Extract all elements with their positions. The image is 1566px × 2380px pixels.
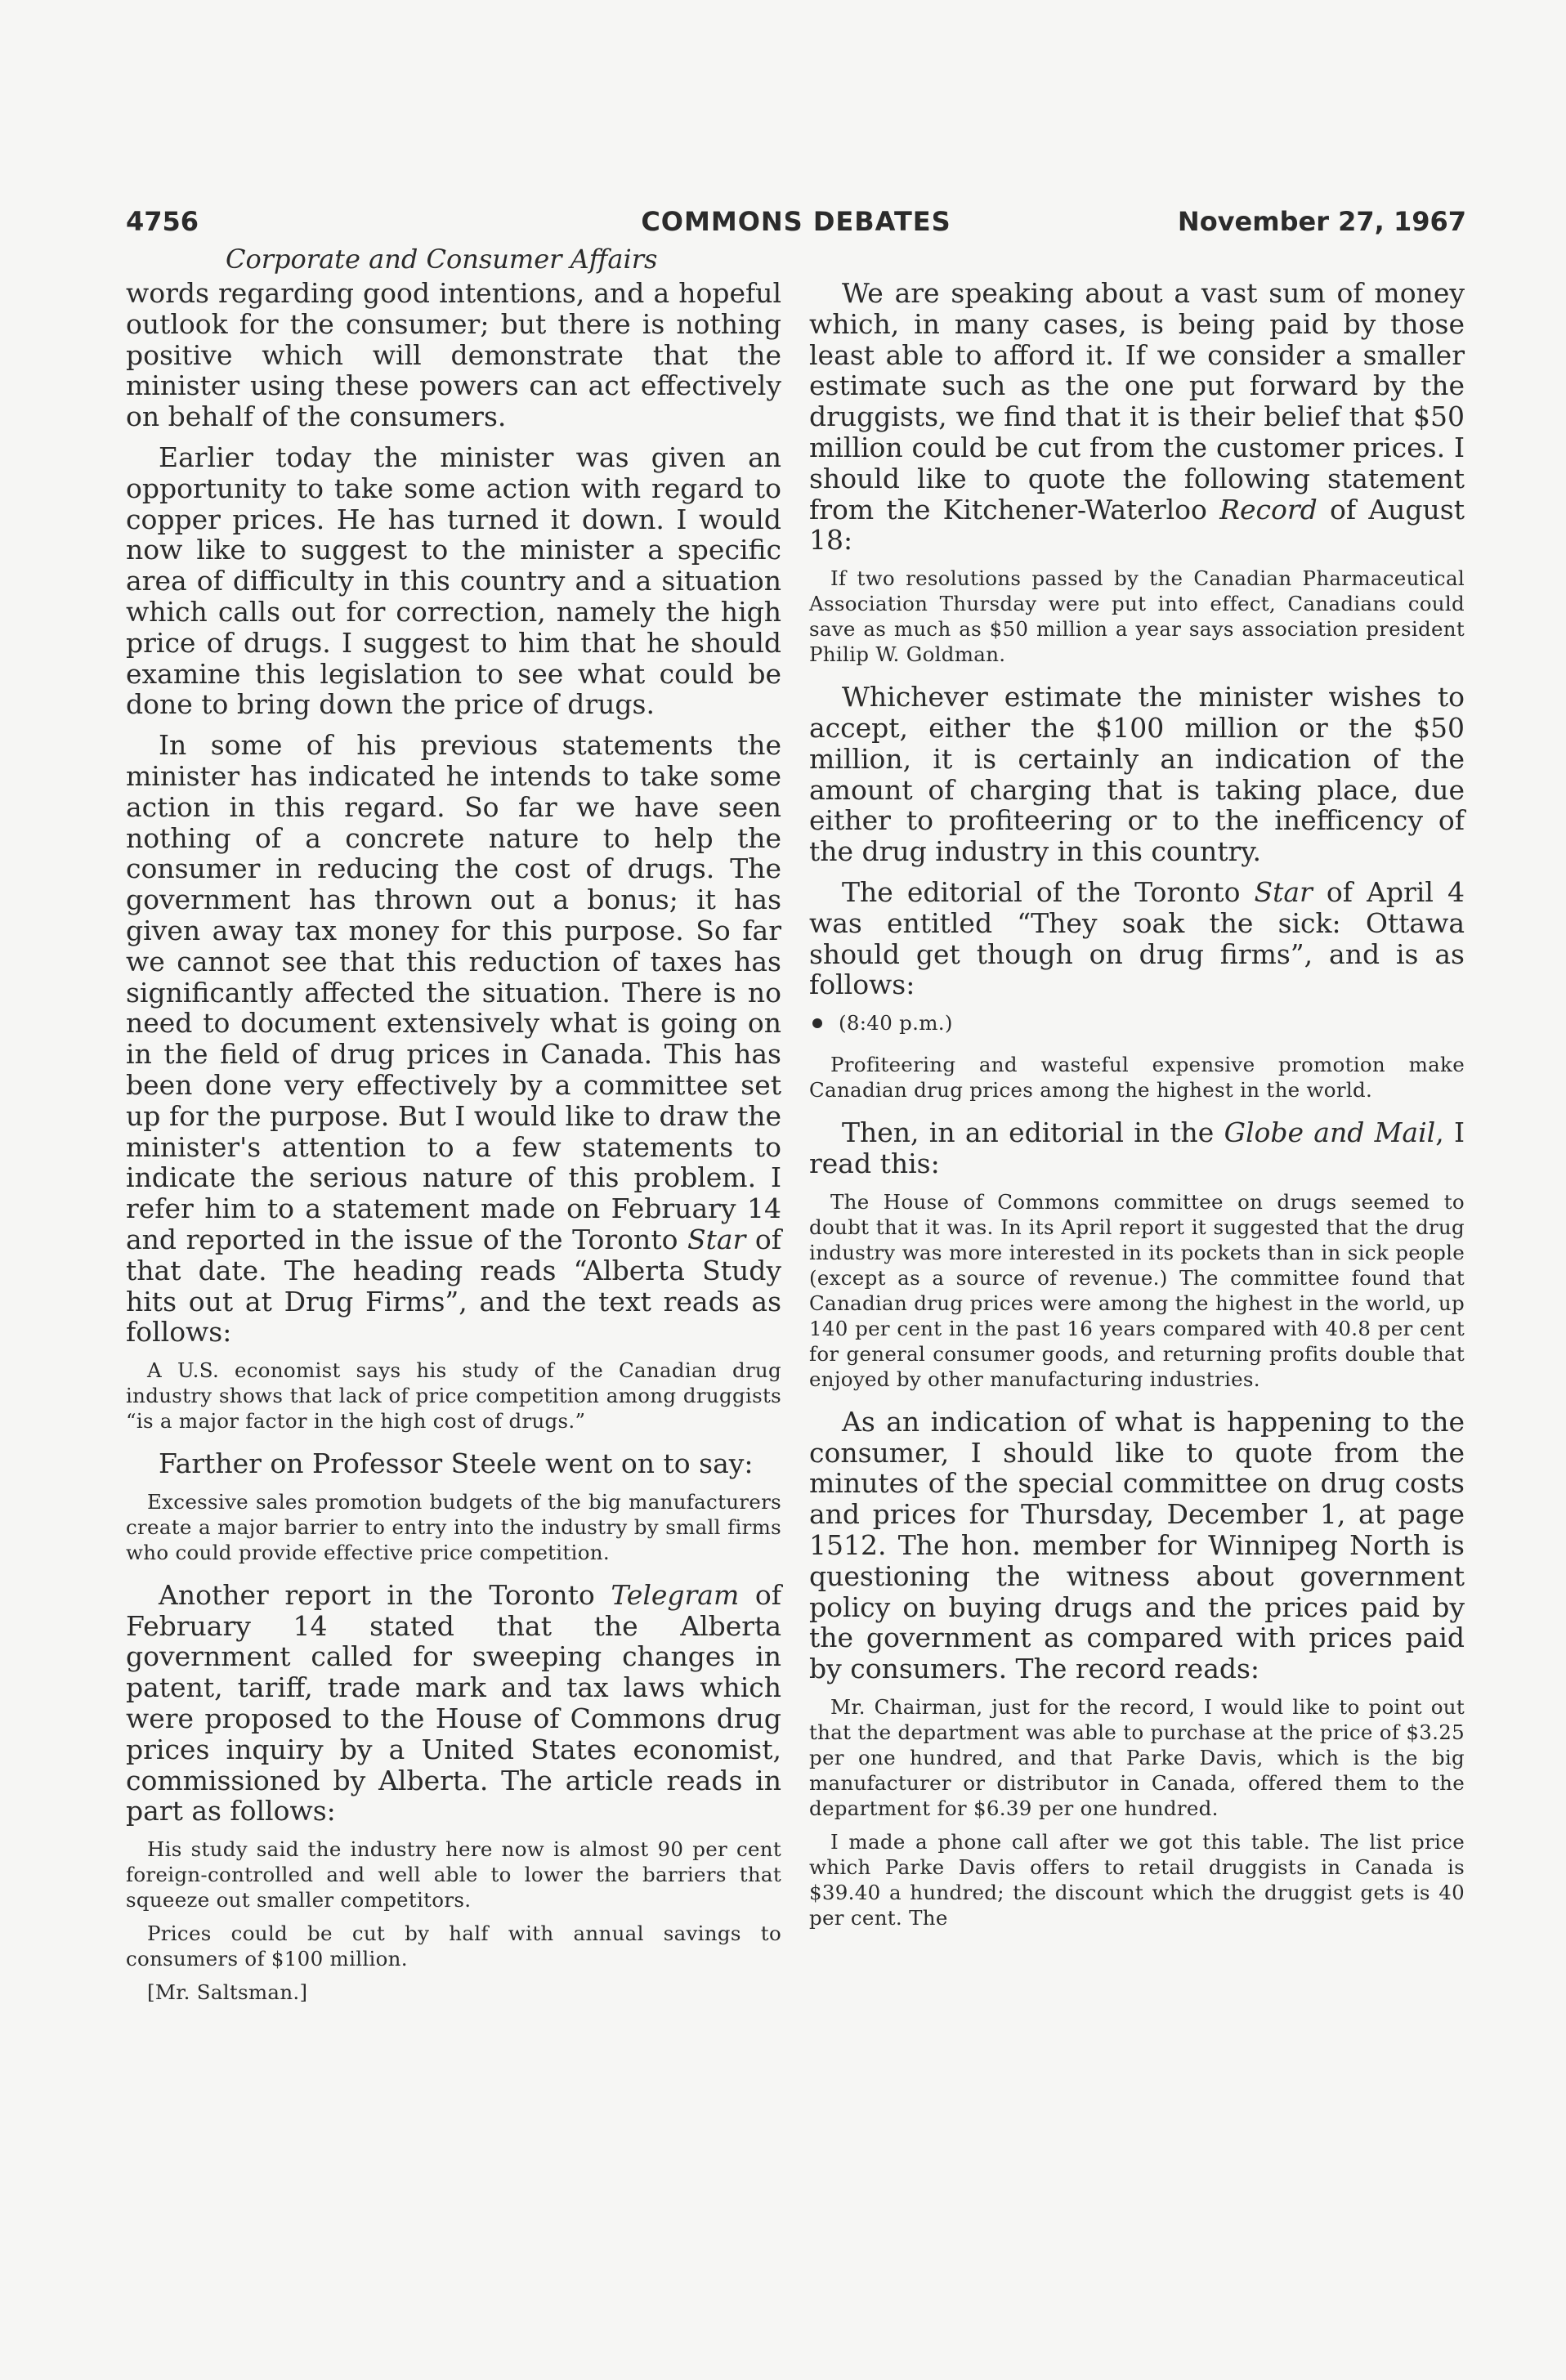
time-stamp: (8:40 p.m.) <box>809 1010 1465 1036</box>
block-quote: Excessive sales promotion budgets of the big manufacturers create a major barrier to entry into the industry by small firms who could provide effective price competition. <box>126 1489 781 1564</box>
bullet-icon <box>812 1018 822 1028</box>
page-header <box>126 201 1466 242</box>
block-quote: Prices could be cut by half with annual savings to consumers of $100 million. <box>126 1921 781 1971</box>
paragraph: As an indication of what is happening to the consumer, I should like to quote from the minutes of the special committee on drug costs and prices for Thursday, December 1, at page 1512. The hon. member for Winnipeg North is questioning the witness about government policy on buying drugs and the prices paid by the government as compared with prices paid by consumers. The record reads: <box>809 1405 1465 1685</box>
right-column <box>809 278 1465 1939</box>
speaker-attribution: [Mr. Saltsman.] <box>147 1980 308 2005</box>
publication-title: COMMONS DEBATES <box>641 206 951 237</box>
paragraph: Farther on Professor Steele went on to say: <box>159 1447 754 1480</box>
newspaper-name: Star <box>1254 875 1313 908</box>
newspaper-name: Telegram <box>611 1578 740 1611</box>
page-number: 4756 <box>126 206 199 237</box>
paragraph: Earlier today the minister was given an opportunity to take some action with regard to copper prices. He has turned it down. I would now like to suggest to the minister a specific area of difficulty in this country and a situation which calls out for correction, namely the high price of drugs. I suggest to him that he should examine this legislation to see what could be done to bring down the price of drugs. <box>126 441 781 721</box>
paragraph: Whichever estimate the minister wishes to accept, either the $100 million or the $50 million, it is certainly an indication of the amount of charging that is taking place, due either to profiteering or to the inefficency of the drug industry in this country. <box>809 681 1465 868</box>
block-quote: Profiteering and wasteful expensive promotion make Canadian drug prices among the highest in the world. <box>809 1053 1465 1103</box>
paragraph: The editorial of the Toronto Star of April 4 was entitled “They soak the sick: Ottawa should get though on drug firms”, and is as follows: <box>809 875 1465 1001</box>
section-subheading: Corporate and Consumer Affairs <box>226 244 658 275</box>
paragraph: In some of his previous statements the minister has indicated he intends to take some action in this regard. So far we have seen nothing of a concrete nature to help the consumer in reducing the cost of drugs. The government has thrown out a bonus; it has given away tax money for this purpose. So far we cannot see that this reduction of taxes has significantly affected the situation. There is no need to document extensively what is going on in the field of drug prices in Canada. This has been done very effectively by a committee set up for the purpose. But I would like to draw the minister's attention to a few statements to indicate the serious nature of this problem. I refer him to a statement made on February 14 and reported in the issue of the Toronto Star of that date. The heading reads “Alberta Study hits out at Drug Firms”, and the text reads as follows: <box>126 729 781 1349</box>
block-quote: A U.S. economist says his study of the Canadian drug industry shows that lack of price competition among druggists “is a major factor in the high cost of drugs.” <box>126 1358 781 1434</box>
newspaper-name: Globe and Mail <box>1224 1116 1436 1149</box>
paragraph: We are speaking about a vast sum of money which, in many cases, is being paid by those least able to afford it. If we consider a smaller estimate such as the one put forward by the druggists, we find that it is their belief that $50 million could be cut from the customer prices. I should like to quote the following statement from the Kitchener-Waterloo Record of August 18: <box>809 277 1465 557</box>
paragraph: words regarding good intentions, and a hopeful outlook for the consumer; but there is nothing positive which will demonstrate that the minister using these powers can act effectively on behalf of the consumers. <box>126 277 781 433</box>
left-column <box>126 278 781 2005</box>
block-quote: I made a phone call after we got this table. The list price which Parke Davis offers to retail druggists in Canada is $39.40 a hundred; the discount which the druggist gets is 40 per cent. The <box>809 1829 1465 1930</box>
block-quote: His study said the industry here now is almost 90 per cent foreign-controlled and well able to lower the barriers that squeeze out smaller competitors. <box>126 1837 781 1912</box>
newspaper-name: Record <box>1219 493 1318 526</box>
paragraph: Another report in the Toronto Telegram of February 14 stated that the Alberta government called for sweeping changes in patent, tariff, trade mark and tax laws which were proposed to the House of Commons drug prices inquiry by a United States economist, commissioned by Alberta. The article reads in part as follows: <box>126 1578 781 1828</box>
block-quote: Mr. Chairman, just for the record, I would like to point out that the department was able to purchase at the price of $3.25 per one hundred, and that Parke Davis, which is the big manufacturer or distributor in Canada, offered them to the department for $6.39 per one hundred. <box>809 1694 1465 1820</box>
newspaper-name: Star <box>687 1223 746 1255</box>
header-date: November 27, 1967 <box>1177 206 1466 237</box>
block-quote: If two resolutions passed by the Canadian Pharmaceutical Association Thursday were put into effect, Canadians could save as much as $50 million a year says association president Philip W. Goldman. <box>809 566 1465 667</box>
paragraph: Then, in an editorial in the Globe and Mail, I read this: <box>809 1116 1465 1179</box>
block-quote: The House of Commons committee on drugs seemed to doubt that it was. In its April report it suggested that the drug industry was more interested in its pockets than in sick people (except as a source of revenue.) The committee found that Canadian drug prices were among the highest in the world, up 140 per cent in the past 16 years compared with 40.8 per cent for general consumer goods, and returning profits double that enjoyed by other manufacturing industries. <box>809 1189 1465 1391</box>
